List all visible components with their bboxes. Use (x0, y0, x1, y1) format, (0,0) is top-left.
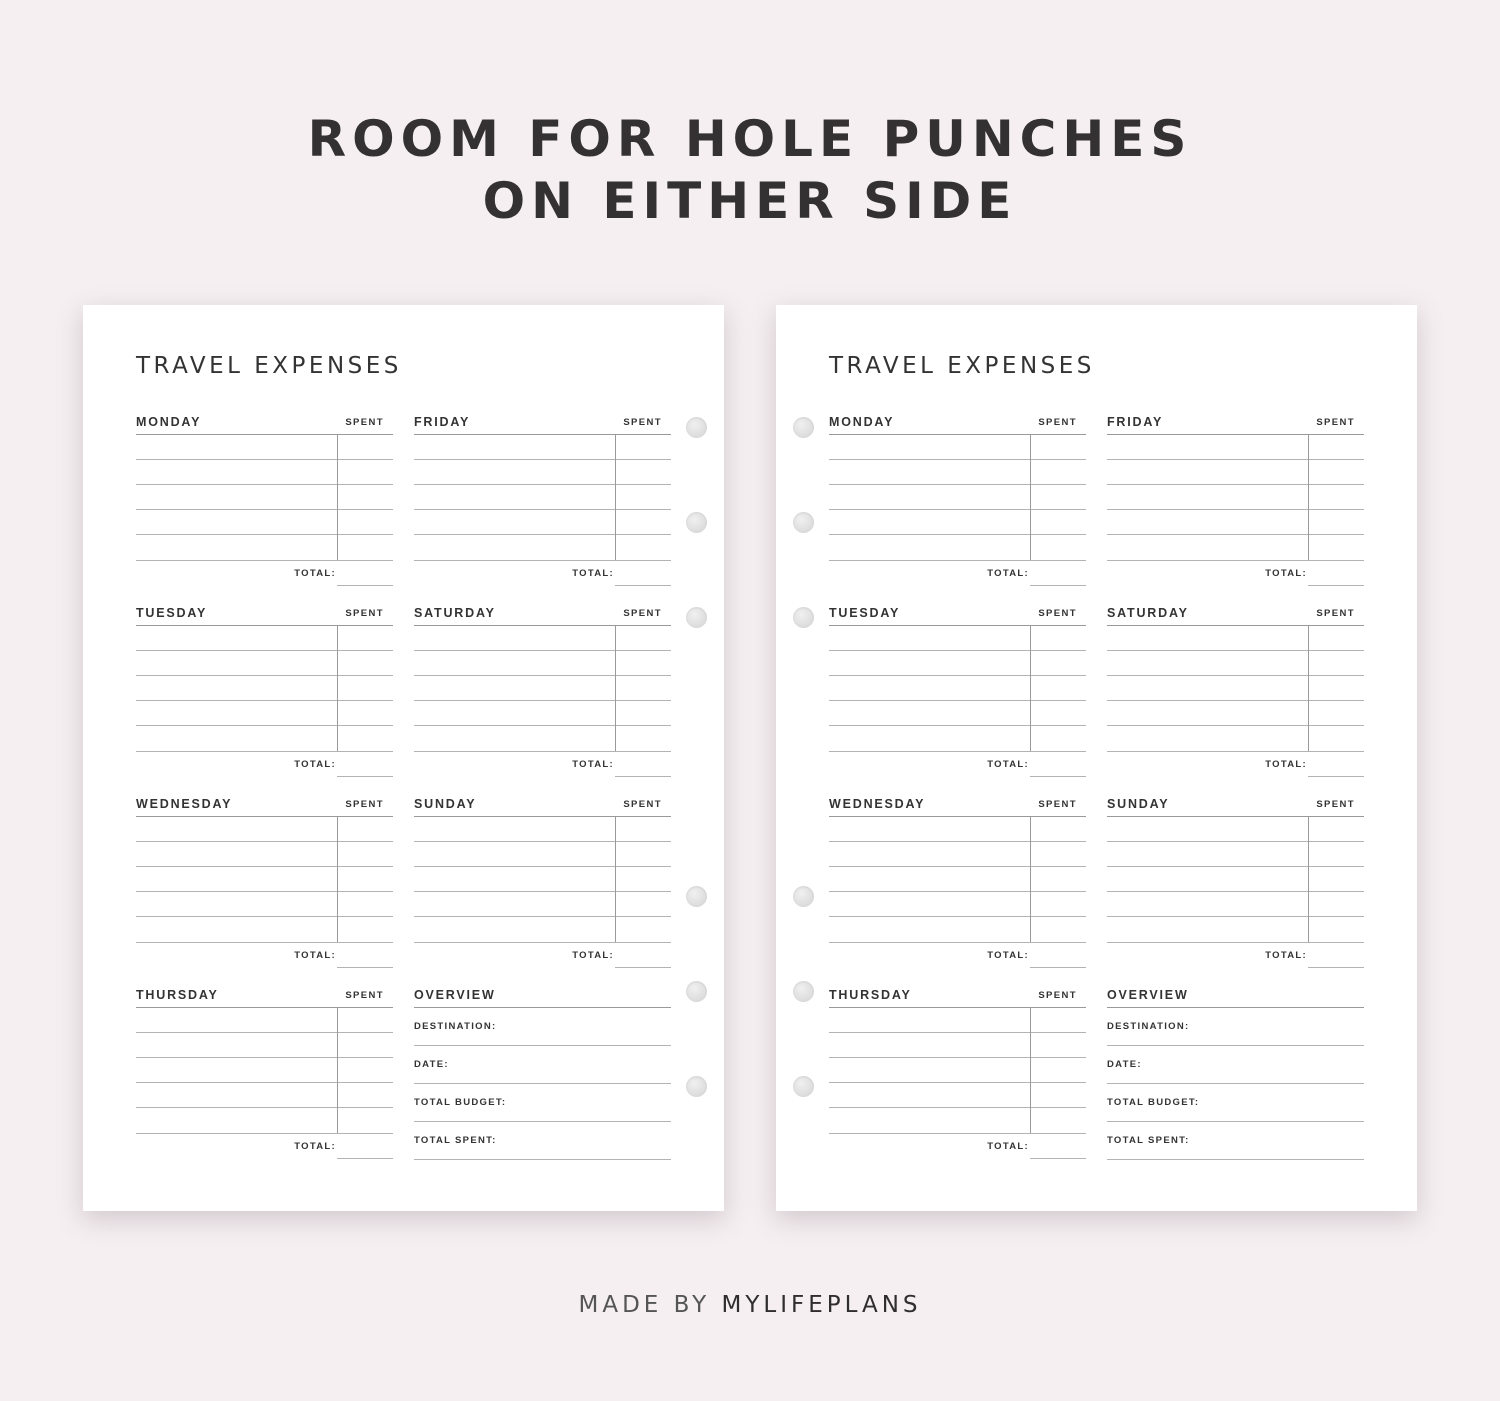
header-rule (414, 434, 671, 435)
spent-column-divider (337, 625, 338, 751)
overview-field-2: TOTAL BUDGET: (1107, 1097, 1200, 1108)
spent-column-divider (615, 816, 616, 942)
header-rule (136, 434, 393, 435)
entry-line (1107, 675, 1364, 676)
entry-line (829, 841, 1086, 842)
spent-label: SPENT (345, 799, 384, 810)
spent-label: SPENT (623, 417, 662, 428)
spent-label: SPENT (1316, 417, 1355, 428)
entry-line (1107, 725, 1364, 726)
entry-line (136, 891, 393, 892)
day-block-monday (136, 415, 393, 587)
total-line (337, 585, 393, 586)
entry-line (1107, 484, 1364, 485)
total-label: TOTAL: (294, 759, 336, 770)
overview-field-1: DATE: (1107, 1059, 1142, 1070)
overview-field-line (414, 1045, 671, 1046)
total-line (1030, 585, 1086, 586)
day-name: THURSDAY (136, 988, 219, 1002)
punch-hole-icon (686, 1076, 707, 1097)
total-line (1030, 776, 1086, 777)
entry-line (829, 725, 1086, 726)
total-line (1308, 776, 1364, 777)
total-label: TOTAL: (294, 568, 336, 579)
total-label: TOTAL: (1265, 950, 1307, 961)
footer-brand: MYLIFEPLANS (721, 1292, 922, 1318)
total-label: TOTAL: (1265, 759, 1307, 770)
overview-field-line (414, 1083, 671, 1084)
entry-line (136, 700, 393, 701)
spent-label: SPENT (345, 990, 384, 1001)
entry-line (414, 484, 671, 485)
overview-block (1107, 988, 1364, 1168)
day-name: SUNDAY (414, 797, 477, 811)
spent-column-divider (1030, 1007, 1031, 1133)
total-line (337, 1158, 393, 1159)
total-line (337, 967, 393, 968)
entry-line (1107, 916, 1364, 917)
spent-column-divider (337, 816, 338, 942)
spent-column-divider (1308, 816, 1309, 942)
overview-title: OVERVIEW (414, 988, 496, 1002)
day-block-sunday (414, 797, 671, 969)
spent-label: SPENT (623, 799, 662, 810)
entry-line (829, 751, 1086, 752)
spent-column-divider (1030, 816, 1031, 942)
total-label: TOTAL: (294, 1141, 336, 1152)
day-block-thursday (829, 988, 1086, 1160)
spent-column-divider (1308, 625, 1309, 751)
overview-field-1: DATE: (414, 1059, 449, 1070)
entry-line (136, 1082, 393, 1083)
overview-field-line (1107, 1159, 1364, 1160)
total-label: TOTAL: (987, 950, 1029, 961)
entry-line (414, 534, 671, 535)
entry-line (1107, 942, 1364, 943)
day-name: FRIDAY (414, 415, 471, 429)
day-block-thursday (136, 988, 393, 1160)
entry-line (414, 866, 671, 867)
header-rule (414, 625, 671, 626)
punch-hole-icon (793, 886, 814, 907)
spent-label: SPENT (1038, 608, 1077, 619)
header-rule (136, 625, 393, 626)
spent-column-divider (615, 625, 616, 751)
entry-line (829, 1133, 1086, 1134)
entry-line (136, 650, 393, 651)
day-block-friday (414, 415, 671, 587)
total-line (337, 776, 393, 777)
entry-line (136, 509, 393, 510)
entry-line (136, 1133, 393, 1134)
entry-line (136, 484, 393, 485)
entry-line (829, 650, 1086, 651)
entry-line (829, 534, 1086, 535)
spent-label: SPENT (1316, 608, 1355, 619)
entry-line (136, 560, 393, 561)
total-label: TOTAL: (987, 568, 1029, 579)
entry-line (136, 675, 393, 676)
punch-hole-icon (793, 981, 814, 1002)
spent-label: SPENT (623, 608, 662, 619)
spent-column-divider (1030, 625, 1031, 751)
entry-line (414, 916, 671, 917)
day-name: THURSDAY (829, 988, 912, 1002)
footer-credit (0, 1292, 1500, 1318)
day-name: SUNDAY (1107, 797, 1170, 811)
total-label: TOTAL: (987, 759, 1029, 770)
entry-line (829, 1057, 1086, 1058)
footer-prefix: MADE BY (578, 1292, 722, 1318)
header-rule (1107, 625, 1364, 626)
total-line (1030, 967, 1086, 968)
overview-field-line (1107, 1045, 1364, 1046)
overview-field-3: TOTAL SPENT: (414, 1135, 497, 1146)
entry-line (1107, 509, 1364, 510)
entry-line (829, 509, 1086, 510)
spent-label: SPENT (345, 608, 384, 619)
total-line (615, 585, 671, 586)
entry-line (136, 534, 393, 535)
day-name: SATURDAY (1107, 606, 1189, 620)
headline-line-1: ROOM FOR HOLE PUNCHES (307, 110, 1193, 168)
day-block-saturday (414, 606, 671, 778)
headline (0, 108, 1500, 232)
entry-line (829, 866, 1086, 867)
header-rule (414, 816, 671, 817)
page-title: TRAVEL EXPENSES (136, 353, 402, 379)
overview-header-rule (414, 1007, 671, 1008)
punch-hole-icon (686, 417, 707, 438)
entry-line (136, 1032, 393, 1033)
headline-line-2: ON EITHER SIDE (482, 172, 1018, 230)
day-name: WEDNESDAY (829, 797, 926, 811)
header-rule (1107, 816, 1364, 817)
day-name: MONDAY (136, 415, 202, 429)
spent-column-divider (1030, 434, 1031, 560)
entry-line (1107, 866, 1364, 867)
header-rule (136, 816, 393, 817)
entry-line (414, 459, 671, 460)
total-label: TOTAL: (572, 568, 614, 579)
page-title: TRAVEL EXPENSES (829, 353, 1095, 379)
total-line (615, 776, 671, 777)
entry-line (1107, 459, 1364, 460)
overview-field-2: TOTAL BUDGET: (414, 1097, 507, 1108)
total-label: TOTAL: (572, 759, 614, 770)
punch-hole-icon (686, 607, 707, 628)
header-rule (829, 625, 1086, 626)
header-rule (829, 816, 1086, 817)
overview-field-line (1107, 1083, 1364, 1084)
entry-line (136, 866, 393, 867)
spent-label: SPENT (1316, 799, 1355, 810)
entry-line (136, 459, 393, 460)
spent-label: SPENT (1038, 417, 1077, 428)
entry-line (1107, 841, 1364, 842)
entry-line (136, 841, 393, 842)
header-rule (829, 434, 1086, 435)
entry-line (414, 650, 671, 651)
entry-line (414, 891, 671, 892)
spent-column-divider (615, 434, 616, 560)
entry-line (136, 1057, 393, 1058)
entry-line (829, 891, 1086, 892)
spent-label: SPENT (345, 417, 384, 428)
day-block-saturday (1107, 606, 1364, 778)
overview-field-line (1107, 1121, 1364, 1122)
total-line (1308, 967, 1364, 968)
entry-line (136, 916, 393, 917)
total-label: TOTAL: (1265, 568, 1307, 579)
day-block-monday (829, 415, 1086, 587)
planner-page-right (776, 305, 1417, 1211)
entry-line (1107, 700, 1364, 701)
overview-field-0: DESTINATION: (1107, 1021, 1190, 1032)
overview-field-3: TOTAL SPENT: (1107, 1135, 1190, 1146)
overview-title: OVERVIEW (1107, 988, 1189, 1002)
overview-field-line (414, 1121, 671, 1122)
overview-field-line (414, 1159, 671, 1160)
entry-line (414, 841, 671, 842)
entry-line (829, 942, 1086, 943)
entry-line (829, 484, 1086, 485)
spent-label: SPENT (1038, 799, 1077, 810)
entry-line (414, 700, 671, 701)
header-rule (1107, 434, 1364, 435)
punch-hole-icon (686, 512, 707, 533)
overview-block (414, 988, 671, 1168)
day-name: TUESDAY (136, 606, 208, 620)
entry-line (414, 725, 671, 726)
punch-hole-icon (793, 417, 814, 438)
day-block-wednesday (136, 797, 393, 969)
entry-line (829, 700, 1086, 701)
entry-line (136, 751, 393, 752)
entry-line (136, 725, 393, 726)
entry-line (414, 751, 671, 752)
entry-line (136, 1107, 393, 1108)
total-line (1308, 585, 1364, 586)
day-block-tuesday (829, 606, 1086, 778)
entry-line (414, 560, 671, 561)
overview-field-0: DESTINATION: (414, 1021, 497, 1032)
day-block-friday (1107, 415, 1364, 587)
spent-column-divider (1308, 434, 1309, 560)
day-name: WEDNESDAY (136, 797, 233, 811)
punch-hole-icon (793, 512, 814, 533)
total-line (615, 967, 671, 968)
entry-line (1107, 891, 1364, 892)
punch-hole-icon (793, 1076, 814, 1097)
entry-line (829, 459, 1086, 460)
spent-column-divider (337, 434, 338, 560)
total-label: TOTAL: (294, 950, 336, 961)
punch-hole-icon (686, 886, 707, 907)
punch-hole-icon (686, 981, 707, 1002)
entry-line (414, 509, 671, 510)
punch-hole-icon (793, 607, 814, 628)
spent-label: SPENT (1038, 990, 1077, 1001)
entry-line (1107, 534, 1364, 535)
header-rule (829, 1007, 1086, 1008)
planner-page-left (83, 305, 724, 1211)
entry-line (829, 1082, 1086, 1083)
entry-line (829, 560, 1086, 561)
day-name: SATURDAY (414, 606, 496, 620)
entry-line (136, 942, 393, 943)
entry-line (829, 1107, 1086, 1108)
overview-header-rule (1107, 1007, 1364, 1008)
entry-line (1107, 560, 1364, 561)
entry-line (829, 675, 1086, 676)
day-name: MONDAY (829, 415, 895, 429)
entry-line (1107, 650, 1364, 651)
spent-column-divider (337, 1007, 338, 1133)
entry-line (829, 1032, 1086, 1033)
day-block-wednesday (829, 797, 1086, 969)
entry-line (414, 942, 671, 943)
total-label: TOTAL: (572, 950, 614, 961)
entry-line (829, 916, 1086, 917)
entry-line (414, 675, 671, 676)
day-block-tuesday (136, 606, 393, 778)
total-label: TOTAL: (987, 1141, 1029, 1152)
entry-line (1107, 751, 1364, 752)
day-name: TUESDAY (829, 606, 901, 620)
total-line (1030, 1158, 1086, 1159)
header-rule (136, 1007, 393, 1008)
day-name: FRIDAY (1107, 415, 1164, 429)
day-block-sunday (1107, 797, 1364, 969)
